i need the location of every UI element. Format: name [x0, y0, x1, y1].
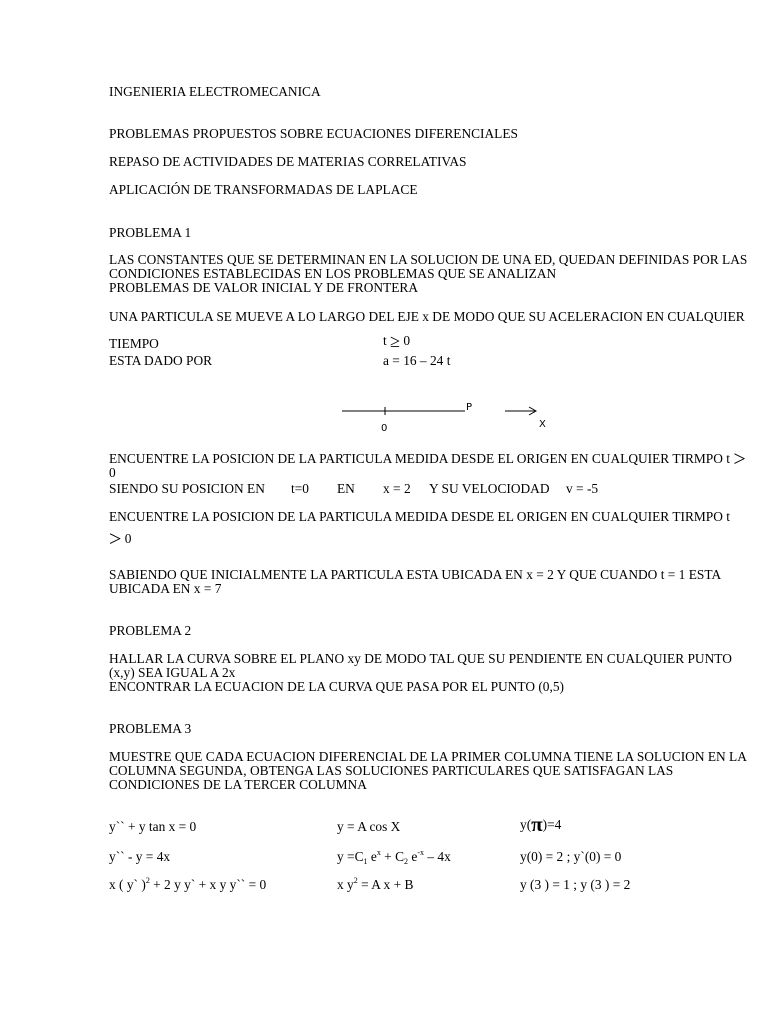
axis-diagram: [330, 395, 560, 435]
tiempo-condition: [383, 331, 411, 351]
acceleration-formula: a = 16 – 24 t: [383, 353, 451, 368]
solution-row3: x $y^2 = A$ x + B: [337, 876, 414, 892]
condition-position-label: SIENDO SU POSICION EN: [109, 481, 265, 496]
condition2-line2: UBICADA EN x = 7: [109, 581, 222, 596]
problem3-line3: CONDICIONES DE LA TERCER COLUMNA: [109, 777, 367, 792]
condition2-line1: SABIENDO QUE INICIALMENTE LA PARTICULA ESTA UBICADA EN x = 2 Y QUE CUANDO t = 1 ESTA: [109, 567, 722, 582]
tiempo-value: 0: [403, 333, 411, 348]
subtitle-problemas: PROBLEMAS PROPUESTOS SOBRE ECUACIONES DIFERENCIALES: [109, 126, 518, 141]
question1-line1: ENCUENTRE LA POSICION DE LA PARTICULA MEDIDA DESDE EL ORIGEN EN CUALQUIER TIRMPO t >: [109, 446, 746, 471]
condition-position: x = 2: [383, 481, 411, 496]
subtitle-laplace: APLICACIÓN DE TRANSFORMADAS DE LAPLACE: [109, 182, 418, 197]
x-axis-label: X: [539, 419, 546, 430]
point-p-label: P: [466, 402, 473, 413]
origin-label: 0: [381, 423, 388, 434]
equation-row2: y`` - y = 4x: [109, 849, 171, 864]
condition-row3: y (3 ) = 1 ; y (3 ) = 2: [520, 877, 631, 892]
condition-time: t=0: [291, 481, 309, 496]
problem2-line3: ENCONTRAR LA ECUACION DE LA CURVA QUE PASA POR EL PUNTO (0,5): [109, 679, 564, 694]
condition-row1: y(π)=4: [520, 812, 562, 836]
problem3-line2: COLUMNA SEGUNDA, OBTENGA LAS SOLUCIONES PARTICULARES QUE SATISFAGAN LAS: [109, 763, 674, 778]
problem3-line1: MUESTRE QUE CADA ECUACION DIFERENCIAL DE LA PRIMER COLUMNA TIENE LA SOLUCION EN LA: [109, 749, 747, 764]
equation-row3: x ( y` )$^2$ + 2 y y` + x y y`` = 0: [109, 876, 267, 892]
subtitle-repaso: REPASO DE ACTIVIDADES DE MATERIAS CORRELATIVAS: [109, 154, 467, 169]
question2-line2: > 0: [109, 526, 132, 551]
condition-en: EN: [337, 481, 355, 496]
tiempo-variable: t: [383, 333, 387, 348]
condition-row2: y(0) = 2 ; y`(0) = 0: [520, 849, 622, 864]
tiempo-label: TIEMPO: [109, 336, 159, 351]
problem1-statement: UNA PARTICULA SE MUEVE A LO LARGO DEL EJE x DE MODO QUE SU ACELERACION EN CUALQUIER: [109, 309, 745, 324]
problem2-line2: (x,y) SEA IGUAL A 2x: [109, 665, 236, 680]
problem1-intro-line2: CONDICIONES ESTABLECIDAS EN LOS PROBLEMAS QUE SE ANALIZAN: [109, 266, 557, 281]
problem2-title: PROBLEMA 2: [109, 623, 192, 638]
problem1-intro-line1: LAS CONSTANTES QUE SE DETERMINAN EN LA SOLUCION DE UNA ED, QUEDAN DEFINIDAS POR LAS: [109, 252, 748, 267]
question1-line2: 0: [109, 465, 116, 480]
problem1-title: PROBLEMA 1: [109, 225, 192, 240]
equation-row1: y`` + y tan x = 0: [109, 819, 197, 834]
greater-than-symbol: >: [733, 446, 746, 471]
condition-velocity-label: Y SU VELOCIODAD: [429, 481, 550, 496]
condition-velocity: v = -5: [566, 481, 599, 496]
greater-than-symbol: >: [109, 526, 122, 551]
solution-row2: $y =C_1$ $e^x + C_2$ $e^{-x} - 4x$: [337, 848, 451, 866]
dado-label: ESTA DADO POR: [109, 353, 213, 368]
pi-symbol: π: [531, 812, 543, 836]
problem2-line1: HALLAR LA CURVA SOBRE EL PLANO xy DE MODO TAL QUE SU PENDIENTE EN CUALQUIER PUNTO: [109, 651, 732, 666]
greater-equal-symbol: ≥: [390, 331, 400, 351]
problem3-title: PROBLEMA 3: [109, 721, 192, 736]
solution-row1: y = A cos X: [337, 819, 401, 834]
question2-line1: ENCUENTRE LA POSICION DE LA PARTICULA MEDIDA DESDE EL ORIGEN EN CUALQUIER TIRMPO t: [109, 509, 730, 524]
career-title: INGENIERIA ELECTROMECANICA: [109, 84, 321, 99]
problem1-intro-line3: PROBLEMAS DE VALOR INICIAL Y DE FRONTERA: [109, 280, 418, 295]
